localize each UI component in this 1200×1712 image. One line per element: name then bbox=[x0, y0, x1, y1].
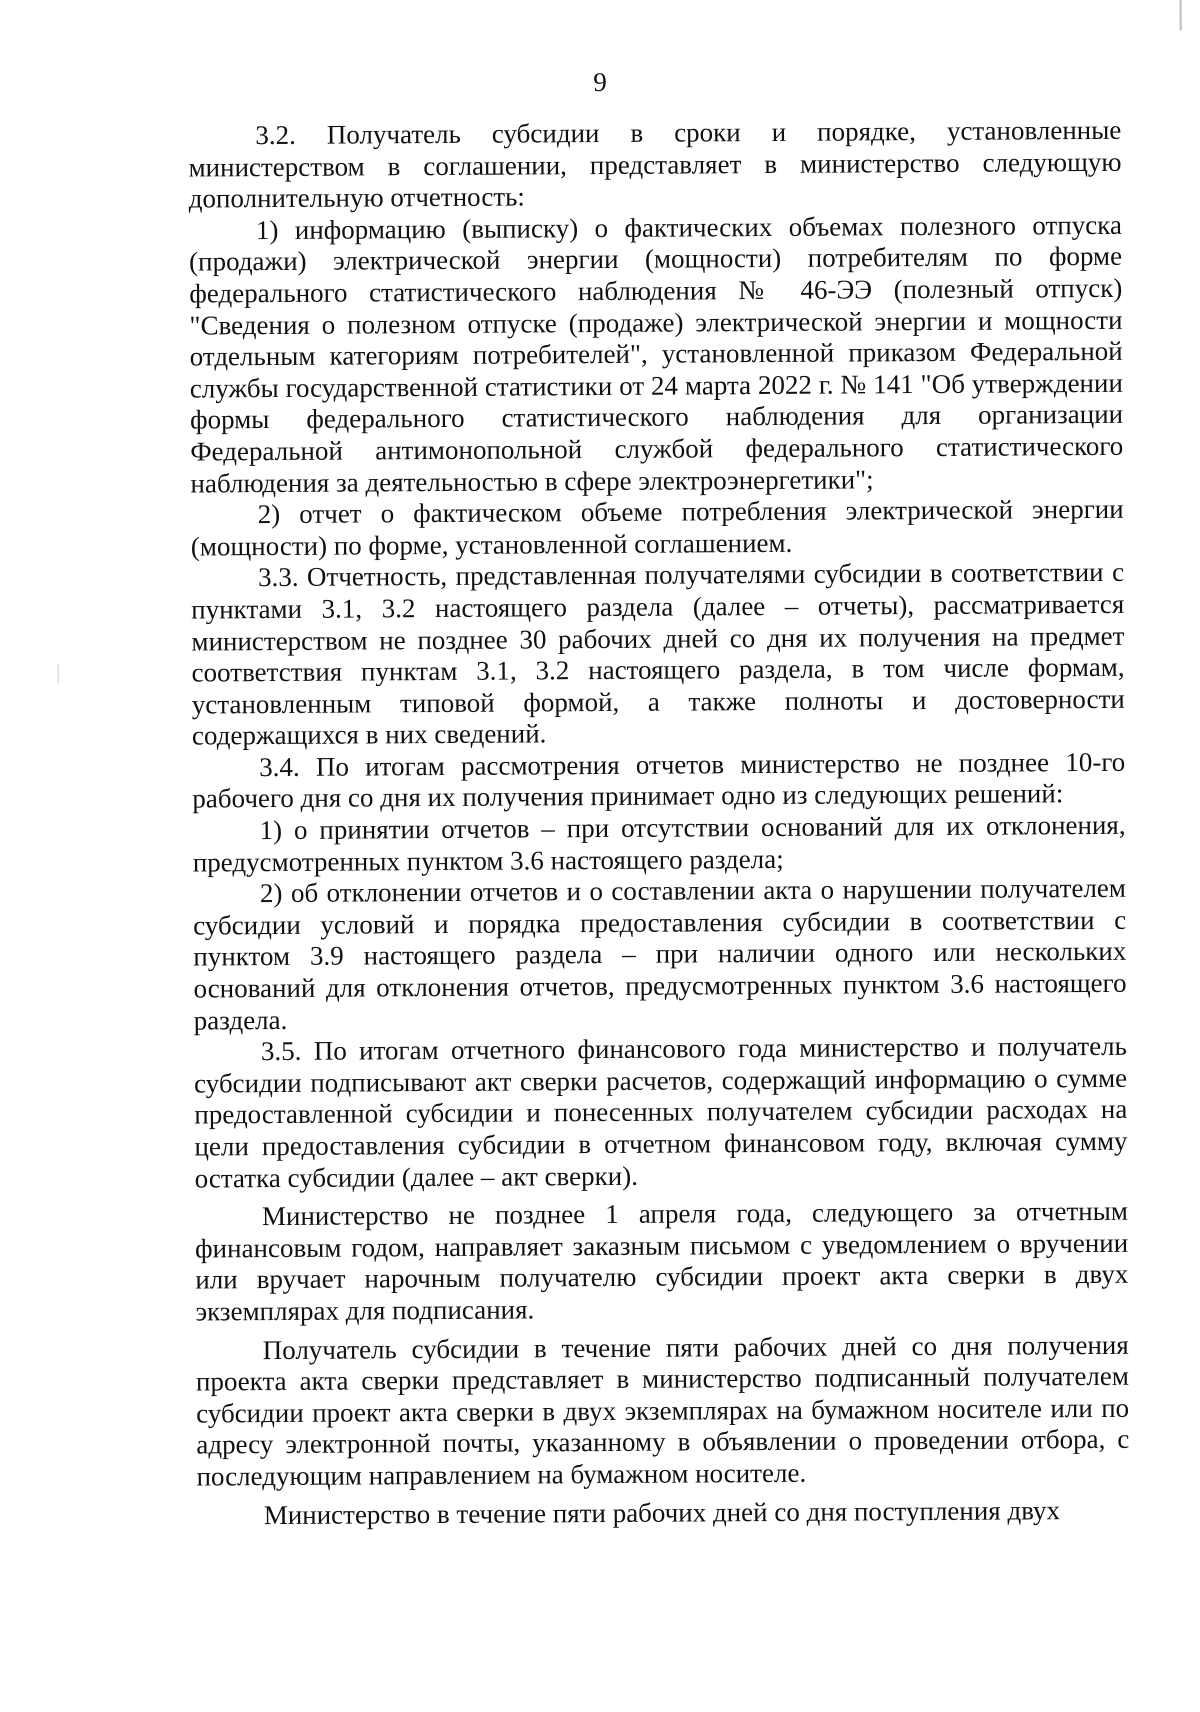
paragraph-3-5-ministry-receipt: Министерство в течение пяти рабочих дней со дня поступления двух bbox=[263, 1494, 1061, 1530]
page-number: 9 bbox=[593, 66, 607, 98]
paragraph-3-5-recipient-return: Получатель субсидии в течение пяти рабочих дней со дня получения проекта акта сверки представляет в министерство подписанный получателем субсидии проект акта сверки в двух экземплярах на бумажном носителе или по адресу электронной почты, указанному в объявлении о проведении отбора, с последующим направлением на бумажном носителе. bbox=[195, 1329, 1130, 1492]
paragraph-3-5: 3.5. По итогам отчетного финансового года министерство и получатель субсидии подписывают акт сверки расчетов, содержащий информацию о сумме предоставленной субсидии и понесенных получателем субсидии расходах на цели предоставления субсидии в отчетном финансовом году, включая сумму остатка субсидии (далее – акт сверки). bbox=[194, 1031, 1128, 1194]
paragraph-3-2: 3.2. Получатель субсидии в сроки и порядке, установленные министерством в соглашении, представляет в министерство следующую дополнительную отчетность: bbox=[188, 114, 1122, 214]
paragraph-3-2-item-2: 2) отчет о фактическом объеме потребления электрической энергии (мощности) по форме, установленной соглашением. bbox=[190, 493, 1124, 562]
paragraph-3-2-item-1: 1) информацию (выписку) о фактических объемах полезного отпуска (продажи) электрической энергии (мощности) потребителям по форме федерального статистического наблюдения № 46-ЭЭ (полезный отпуск) "Сведения о полезном отпуске (продаже) электрической энергии и мощности отдельным категориям потребителей", установленной приказом Федеральной службы государственной статистики от 24 марта 2022 г. № 141 "Об утверждении формы федерального статистического наблюдения для организации Федеральной антимонопольной службой федерального статистического наблюдения за деятельностью в сфере электроэнергетики"; bbox=[189, 209, 1124, 499]
scan-margin-mark bbox=[58, 663, 59, 683]
paragraph-3-4: 3.4. По итогам рассмотрения отчетов министерство не позднее 10-го рабочего дня со дня их получения принимает одно из следующих решений: bbox=[192, 746, 1126, 814]
document-body bbox=[188, 115, 1130, 1532]
paragraph-3-3: 3.3. Отчетность, представленная получателями субсидии в соответствии с пунктами 3.1, 3.2 настоящего раздела (далее – отчеты), рассматривается министерством не позднее 30 рабочих дней со дня их получения на предмет соответствия пунктам 3.1, 3.2 настоящего раздела, в том числе формам, установленным типовой формой, а также полноты и достоверности содержащихся в них сведений. bbox=[191, 557, 1125, 751]
paragraph-3-4-item-2: 2) об отклонении отчетов и о составлении акта о нарушении получателем субсидии условий и порядка предоставления субсидии в соответствии с пунктом 3.9 настоящего раздела – при наличии одного или нескольких оснований для отклонения отчетов, предусмотренных пунктом 3.6 настоящего раздела. bbox=[193, 873, 1127, 1036]
paragraph-3-4-item-1: 1) о принятии отчетов – при отсутствии оснований для их отклонения, предусмотренных пунктом 3.6 настоящего раздела; bbox=[192, 809, 1126, 878]
scan-edge-mark bbox=[1180, 0, 1182, 30]
paragraph-3-5-ministry-deadline: Министерство не позднее 1 апреля года, следующего за отчетным финансовым годом, направляет заказным письмом с уведомлением о вручении или вручает нарочным получателю субсидии проект акта сверки в двух экземплярах для подписания. bbox=[195, 1195, 1129, 1327]
